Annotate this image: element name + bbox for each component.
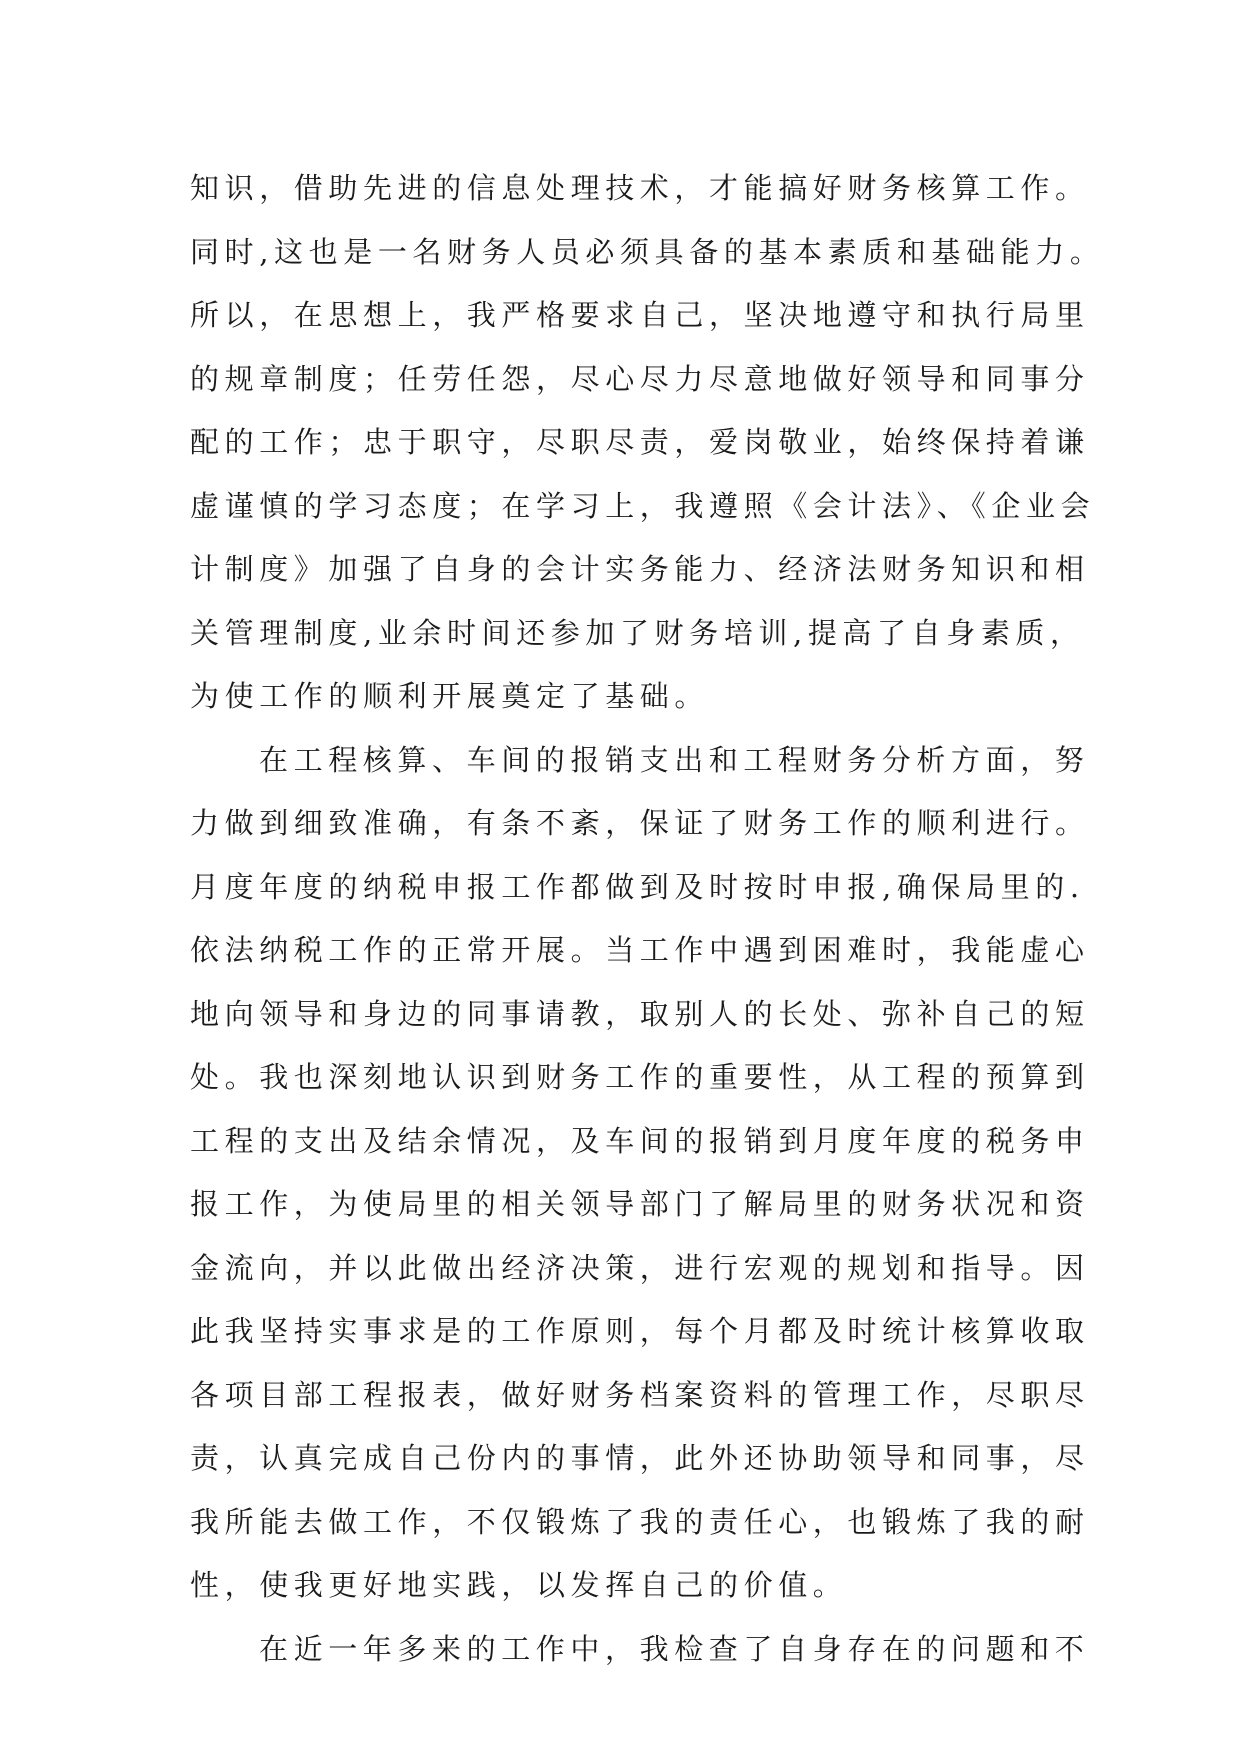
text-line: 为使工作的顺利开展奠定了基础。 (190, 679, 710, 713)
paragraph-first-line: 在近一年多来的工作中，我检查了自身存在的问题和不 (259, 1631, 1090, 1666)
text-line: 知识，借助先进的信息处理技术，才能搞好财务核算工作。 (190, 171, 1090, 205)
text-line: 计制度》加强了自身的会计实务能力、经济法财务知识和相 (190, 552, 1090, 586)
text-line: 虚谨慎的学习态度；在学习上，我遵照《会计法》、《企业会 (190, 488, 1096, 523)
text-line: 工程的支出及结余情况，及车间的报销到月度年度的税务申 (190, 1123, 1090, 1158)
text-line: 金流向，并以此做出经济决策，进行宏观的规划和指导。因 (190, 1250, 1090, 1285)
text-line: 关管理制度,业余时间还参加了财务培训,提高了自身素质， (190, 615, 1085, 650)
text-line: 报工作，为使局里的相关领导部门了解局里的财务状况和资 (190, 1187, 1090, 1221)
text-line: 所以，在思想上，我严格要求自己，坚决地遵守和执行局里 (190, 298, 1090, 332)
text-line: 配的工作；忠于职守，尽职尽责，爱岗敬业，始终保持着谦 (190, 425, 1090, 459)
text-line: 处。我也深刻地认识到财务工作的重要性，从工程的预算到 (190, 1060, 1090, 1094)
text-line: 我所能去做工作，不仅锻炼了我的责任心，也锻炼了我的耐 (190, 1504, 1090, 1539)
text-line: 性，使我更好地实践，以发挥自己的价值。 (190, 1568, 848, 1602)
paragraph-first-line: 在工程核算、车间的报销支出和工程财务分析方面，努 (259, 742, 1090, 777)
text-line: 地向领导和身边的同事请教，取别人的长处、弥补自己的短 (190, 996, 1090, 1031)
text-line: 同时,这也是一名财务人员必须具备的基本素质和基础能力。 (190, 234, 1105, 269)
text-line: 此我坚持实事求是的工作原则，每个月都及时统计核算收取 (190, 1314, 1090, 1348)
text-line: 月度年度的纳税申报工作都做到及时按时申报,确保局里的. (190, 869, 1085, 904)
text-line: 各项目部工程报表，做好财务档案资料的管理工作，尽职尽 (190, 1377, 1090, 1412)
text-line: 责，认真完成自己份内的事情，此外还协助领导和同事，尽 (190, 1441, 1090, 1475)
body-text (190, 157, 1105, 1681)
text-line: 依法纳税工作的正常开展。当工作中遇到困难时，我能虚心 (190, 933, 1090, 967)
text-line: 力做到细致准确，有条不紊，保证了财务工作的顺利进行。 (190, 806, 1090, 840)
text-line: 的规章制度；任劳任怨，尽心尽力尽意地做好领导和同事分 (190, 361, 1090, 396)
